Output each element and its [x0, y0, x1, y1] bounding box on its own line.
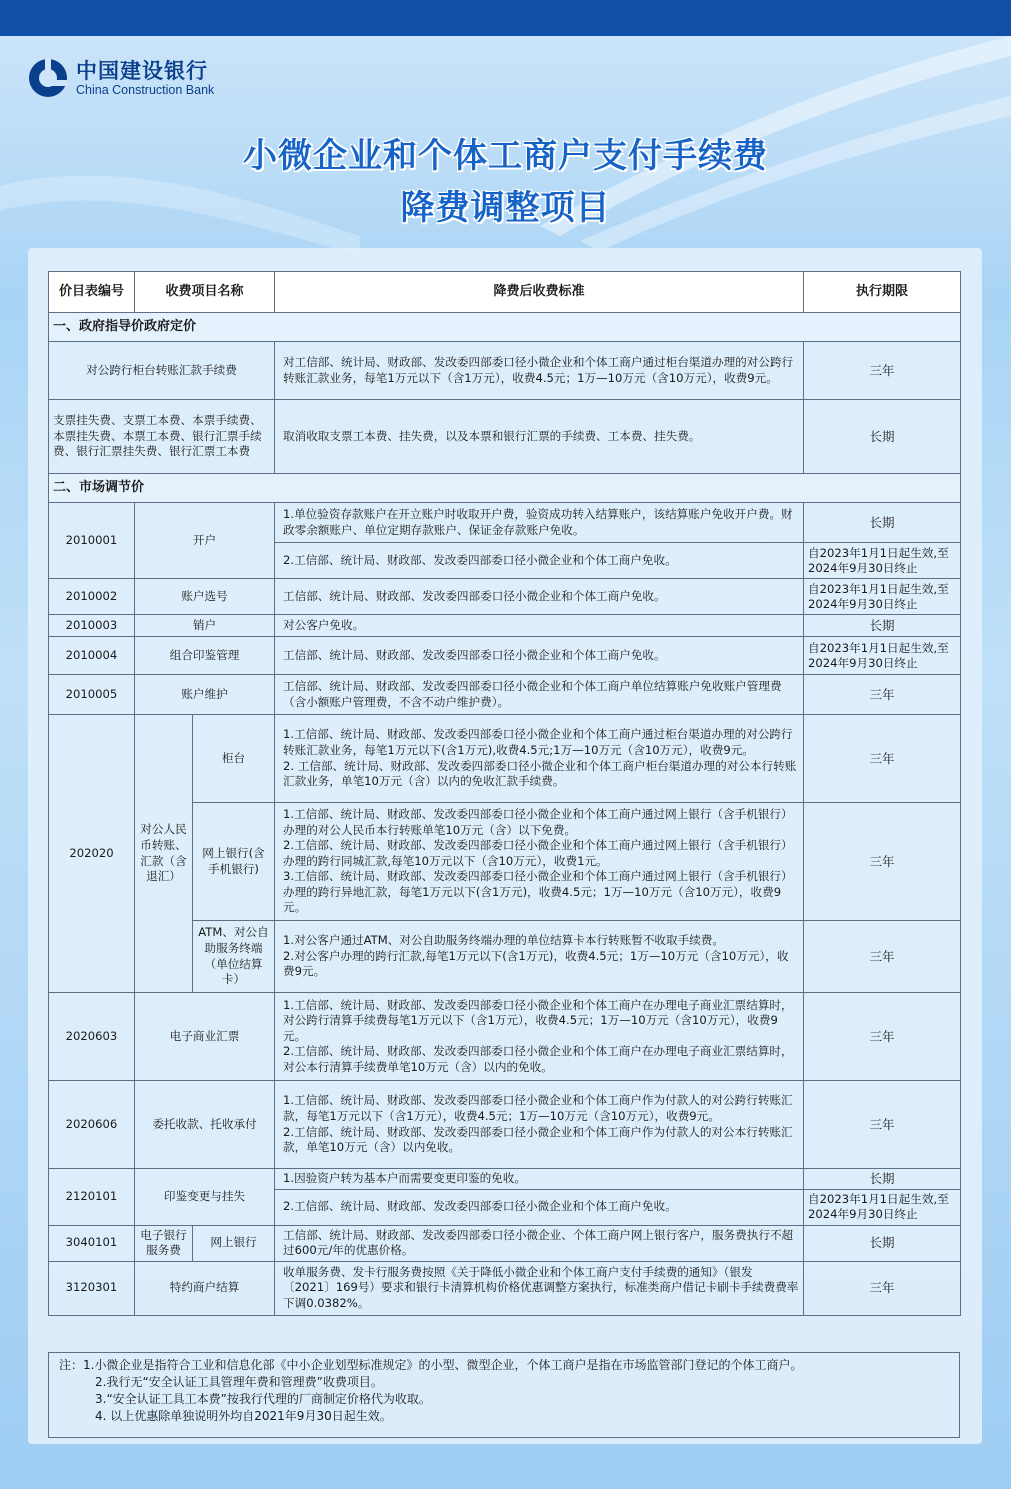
- fee-name: 销户: [135, 615, 275, 637]
- fee-standard-item: 1.工信部、统计局、财政部、发改委四部委口径小微企业和个体工商户作为付款人的对公跨行转账汇款，每笔1万元以下（含1万元），收费4.5元；1万—10万元（含10万元），收费9元。: [283, 1093, 793, 1123]
- fee-period: 自2023年1月1日起生效,至2024年9月30日终止: [804, 637, 961, 675]
- header-standard: 降费后收费标准: [275, 272, 804, 313]
- fee-subname: 网上银行(含手机银行): [193, 803, 275, 921]
- table-row: [49, 1225, 961, 1261]
- table-header-row: [49, 272, 961, 313]
- table-row: [49, 1169, 961, 1190]
- fee-code: 2120101: [49, 1169, 135, 1226]
- fee-standard: 工信部、统计局、财政部、发改委四部委口径小微企业和个体工商户免收。: [275, 637, 804, 675]
- fee-standard-item: 2.工信部、统计局、财政部、发改委四部委口径小微企业和个体工商户作为付款人的对公本行转账汇款，单笔10万元（含）以内免收。: [283, 1124, 793, 1155]
- fee-standard-item: 2.对公客户办理的跨行汇款,每笔1万元以下(含1万元)，收费4.5元；1万—10万元（含10万元），收费9元。: [283, 948, 789, 979]
- header-period: 执行期限: [804, 272, 961, 313]
- fee-name: 组合印鉴管理: [135, 637, 275, 675]
- page-title-line1: 小微企业和个体工商户支付手续费: [243, 136, 768, 176]
- fee-code: 2010005: [49, 675, 135, 715]
- notes-box: [48, 1352, 960, 1438]
- table-row: [49, 1081, 961, 1169]
- fee-standard-item: 2.工信部、统计局、财政部、发改委四部委口径小微企业和个体工商户在办理电子商业汇票结算时，对公本行清算手续费单笔10万元（含）以内的免收。: [283, 1044, 793, 1074]
- fee-standard: [275, 803, 804, 921]
- fee-standard: 对工信部、统计局、财政部、发改委四部委口径小微企业和个体工商户通过柜台渠道办理的对公跨行转账汇款业务，每笔1万元以下（含1万元），收费4.5元；1万—10万元（含10万元），收费9元。: [275, 342, 804, 400]
- fee-name: 电子商业汇票: [135, 993, 275, 1081]
- fee-standard-item: 1.工信部、统计局、财政部、发改委四部委口径小微企业和个体工商户通过柜台渠道办理的对公跨行转账汇款业务，每笔1万元以下(含1万元),收费4.5元;1万—10万元（含10万元），收费9元。: [283, 727, 793, 757]
- table-row: [49, 615, 961, 637]
- fee-subname: 柜台: [193, 715, 275, 803]
- section-row: [49, 474, 961, 503]
- fee-standard: 工信部、统计局、财政部、发改委四部委口径小微企业和个体工商户免收。: [275, 579, 804, 615]
- fee-standard-item: 1.工信部、统计局、财政部、发改委四部委口径小微企业和个体工商户在办理电子商业汇票结算时，对公跨行清算手续费每笔1万元以下（含1万元），收费4.5元；1万—10万元（含10万元），收费9元。: [283, 997, 793, 1043]
- logo-english-name: China Construction Bank: [76, 83, 215, 97]
- fee-standard: 1.因验资户转为基本户而需要变更印鉴的免收。: [275, 1169, 804, 1190]
- table-row: [49, 400, 961, 474]
- fee-period: 三年: [804, 803, 961, 921]
- fee-code: 3120301: [49, 1261, 135, 1315]
- fee-code: 2010001: [49, 503, 135, 579]
- fee-standard-item: 2. 工信部、统计局、财政部、发改委四部委口径小微企业和个体工商户柜台渠道办理的对公本行转账汇款业务，单笔10万元（含）以内的免收汇款手续费。: [283, 758, 797, 789]
- table-row: [49, 342, 961, 400]
- table-row: [49, 675, 961, 715]
- fee-code: 2020606: [49, 1081, 135, 1169]
- fee-name: 账户维护: [135, 675, 275, 715]
- fee-period: 自2023年1月1日起生效,至2024年9月30日终止: [804, 543, 961, 579]
- fee-period: 长期: [804, 615, 961, 637]
- fee-name: 开户: [135, 503, 275, 579]
- fee-code: 3040101: [49, 1225, 135, 1261]
- section-title-market: 二、市场调节价: [49, 474, 961, 503]
- bank-logo: [28, 58, 214, 98]
- fee-name: 印鉴变更与挂失: [135, 1169, 275, 1226]
- fee-period: 三年: [804, 342, 961, 400]
- fee-standard: 工信部、统计局、财政部、发改委四部委口径小微企业和个体工商户单位结算账户免收账户管理费（含小额账户管理费，不含不动户维护费）。: [275, 675, 804, 715]
- section-row: [49, 313, 961, 342]
- fee-subname: 网上银行: [193, 1225, 275, 1261]
- fee-standard: [275, 921, 804, 993]
- table-row: [49, 579, 961, 615]
- fee-table: [48, 271, 961, 1316]
- fee-standard: [275, 715, 804, 803]
- fee-period: 长期: [804, 400, 961, 474]
- fee-code: 2020603: [49, 993, 135, 1081]
- top-color-bar: [0, 0, 1011, 36]
- note-item: 2.我行无“安全认证工具管理年费和管理费”收费项目。: [95, 1375, 383, 1389]
- section-title-gov: 一、政府指导价政府定价: [49, 313, 961, 342]
- page-title-line2: 降费调整项目: [400, 188, 611, 228]
- fee-name: 对公人民币转账、汇款（含退汇）: [135, 715, 193, 993]
- fee-name: 委托收款、托收承付: [135, 1081, 275, 1169]
- fee-name: 账户选号: [135, 579, 275, 615]
- fee-name: 支票挂失费、支票工本费、本票手续费、本票挂失费、本票工本费、银行汇票手续费、银行汇票挂失费、银行汇票工本费: [49, 400, 275, 474]
- fee-code: 2010002: [49, 579, 135, 615]
- fee-standard: 2.工信部、统计局、财政部、发改委四部委口径小微企业和个体工商户免收。: [275, 543, 804, 579]
- table-row: [49, 637, 961, 675]
- fee-standard: 收单服务费、发卡行服务费按照《关于降低小微企业和个体工商户支付手续费的通知》（银发〔2021〕169号）要求和银行卡清算机构价格优惠调整方案执行，标准类商户借记卡刷卡手续费费率下调0.0382%。: [275, 1261, 804, 1315]
- fee-standard-item: 2.工信部、统计局、财政部、发改委四部委口径小微企业和个体工商户通过网上银行（含手机银行）办理的跨行同城汇款,每笔10万元以下（含10万元），收费1元。: [283, 838, 793, 868]
- note-item: 注：1.小微企业是指符合工业和信息化部《中小企业划型标准规定》的小型、微型企业，个体工商户是指在市场监管部门登记的个体工商户。: [59, 1358, 803, 1372]
- logo-chinese-name: 中国建设银行: [76, 59, 208, 83]
- fee-code: 202020: [49, 715, 135, 993]
- fee-period: 三年: [804, 1261, 961, 1315]
- fee-period: 长期: [804, 1169, 961, 1190]
- fee-code: 2010004: [49, 637, 135, 675]
- fee-period: 三年: [804, 921, 961, 993]
- fee-standard: 1.单位验资存款账户在开立账户时收取开户费，验资成功转入结算账户，该结算账户免收开户费。财政零余额账户、单位定期存款账户、保证金存款账户免收。: [275, 503, 804, 543]
- fee-standard: 2.工信部、统计局、财政部、发改委四部委口径小微企业和个体工商户免收。: [275, 1189, 804, 1225]
- ccb-logo-icon: [28, 58, 68, 98]
- header-name: 收费项目名称: [135, 272, 275, 313]
- fee-standard: [275, 993, 804, 1081]
- fee-name: 电子银行服务费: [135, 1225, 193, 1261]
- note-item: 3.“安全认证工具工本费”按我行代理的厂商制定价格代为收取。: [95, 1392, 431, 1406]
- fee-period: 三年: [804, 993, 961, 1081]
- table-row: [49, 993, 961, 1081]
- fee-period: 长期: [804, 503, 961, 543]
- fee-subname: ATM、对公自助服务终端（单位结算卡）: [193, 921, 275, 993]
- table-row: [49, 503, 961, 543]
- fee-period: 自2023年1月1日起生效,至2024年9月30日终止: [804, 1189, 961, 1225]
- table-row: [49, 1261, 961, 1315]
- fee-standard-item: 1.对公客户通过ATM、对公自助服务终端办理的单位结算卡本行转账暂不收取手续费。: [283, 933, 724, 948]
- table-row: [49, 715, 961, 803]
- fee-period: 长期: [804, 1225, 961, 1261]
- fee-code: 2010003: [49, 615, 135, 637]
- fee-standard-item: 1.工信部、统计局、财政部、发改委四部委口径小微企业和个体工商户通过网上银行（含手机银行）办理的对公人民币本行转账单笔10万元（含）以下免费。: [283, 806, 793, 837]
- fee-name: 特约商户结算: [135, 1261, 275, 1315]
- fee-period: 三年: [804, 675, 961, 715]
- fee-standard: 取消收取支票工本费、挂失费，以及本票和银行汇票的手续费、工本费、挂失费。: [275, 400, 804, 474]
- fee-name: 对公跨行柜台转账汇款手续费: [49, 342, 275, 400]
- fee-period: 自2023年1月1日起生效,至2024年9月30日终止: [804, 579, 961, 615]
- fee-standard: 工信部、统计局、财政部、发改委四部委口径小微企业、个体工商户网上银行客户，服务费执行不超过600元/年的优惠价格。: [275, 1225, 804, 1261]
- header-code: 价目表编号: [49, 272, 135, 313]
- fee-standard: [275, 1081, 804, 1169]
- note-item: 4. 以上优惠除单独说明外均自2021年9月30日起生效。: [95, 1409, 392, 1423]
- fee-period: 三年: [804, 1081, 961, 1169]
- fee-standard-item: 3.工信部、统计局、财政部、发改委四部委口径小微企业和个体工商户通过网上银行（含手机银行）办理的跨行异地汇款，每笔1万元以下(含1万元)，收费4.5元；1万—10万元（含10万元），收费9元。: [283, 869, 793, 915]
- fee-period: 三年: [804, 715, 961, 803]
- fee-standard: 对公客户免收。: [275, 615, 804, 637]
